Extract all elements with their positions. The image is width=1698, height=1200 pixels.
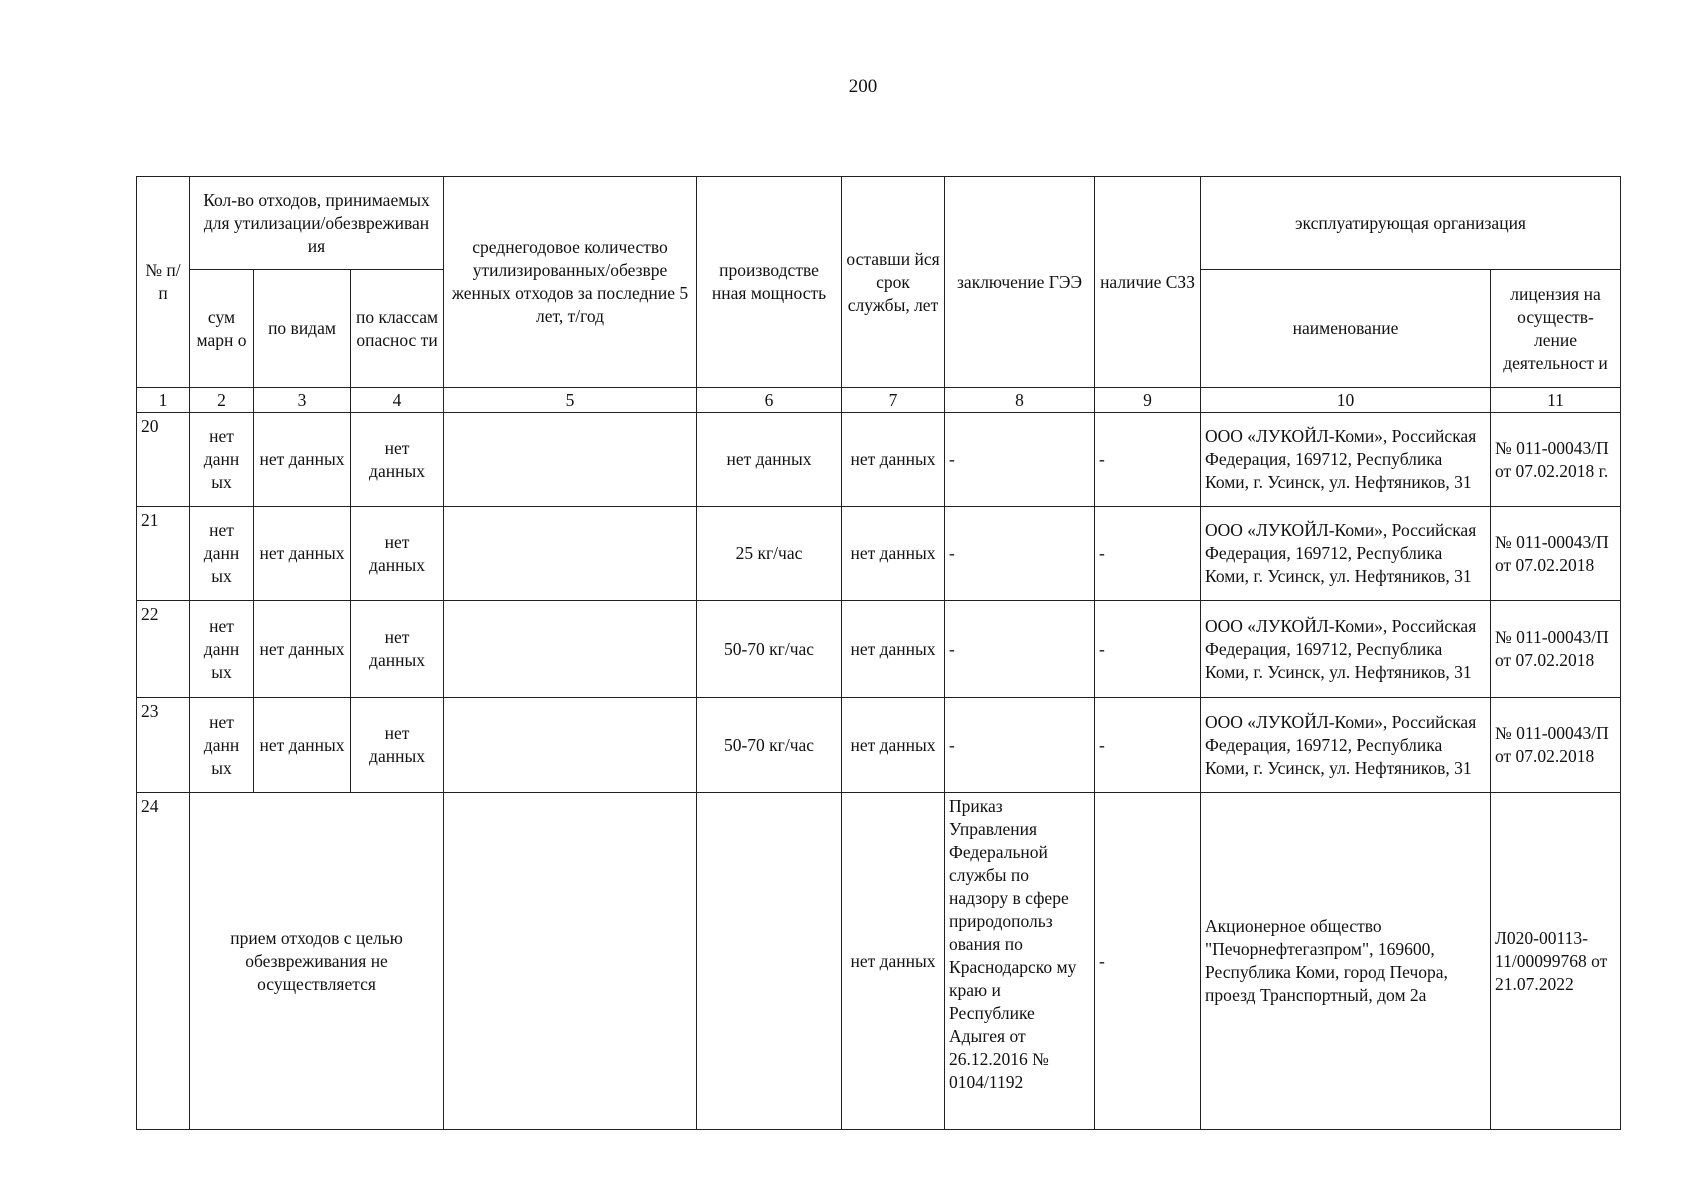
qty-by-type: нет данных: [254, 507, 351, 601]
header-qty-group: Кол-во отходов, принимаемых для утилизации/обезвреживан ия: [190, 177, 444, 270]
row-num: 23: [137, 698, 190, 793]
header-service-life: оставши йся срок службы, лет: [842, 177, 945, 388]
capacity: нет данных: [697, 413, 842, 507]
avg-qty: [444, 601, 697, 698]
service-life: нет данных: [842, 793, 945, 1130]
page-number: 200: [848, 76, 878, 97]
header-avg-qty: среднегодовое количество утилизированных/обезвре женных отходов за последние 5 лет, т/год: [444, 177, 697, 388]
table-row: [137, 793, 1621, 1130]
waste-facilities-table: [136, 176, 1621, 1130]
capacity: 25 кг/час: [697, 507, 842, 601]
col-number: 10: [1201, 388, 1491, 413]
szz: -: [1095, 507, 1201, 601]
gee: Приказ Управления Федеральной службы по надзору в сфере природопольз ования по Краснодарско му краю и Республике Адыгея от 26.12.2016 № 0104/1192: [945, 793, 1095, 1130]
row-num: 22: [137, 601, 190, 698]
qty-by-type: нет данных: [254, 601, 351, 698]
header-qty-by-type: по видам: [254, 270, 351, 388]
col-number: 5: [444, 388, 697, 413]
license: № 011-00043/П от 07.02.2018: [1491, 698, 1621, 793]
header-org-group: эксплуатирующая организация: [1201, 177, 1621, 270]
header-row-1: [137, 177, 1621, 270]
header-qty-by-class: по классам опаснос ти: [351, 270, 444, 388]
header-num: № п/п: [137, 177, 190, 388]
col-number: 11: [1491, 388, 1621, 413]
header-license: лицензия на осуществ- ление деятельност и: [1491, 270, 1621, 388]
header-qty-total: сум марн о: [190, 270, 254, 388]
qty-total: нет данн ых: [190, 507, 254, 601]
header-gee: заключение ГЭЭ: [945, 177, 1095, 388]
qty-by-class: нет данных: [351, 601, 444, 698]
service-life: нет данных: [842, 601, 945, 698]
capacity: [697, 793, 842, 1130]
col-number: 1: [137, 388, 190, 413]
qty-total: нет данн ых: [190, 698, 254, 793]
capacity: 50-70 кг/час: [697, 601, 842, 698]
qty-by-class: нет данных: [351, 698, 444, 793]
org-name: ООО «ЛУКОЙЛ-Коми», Российская Федерация, 169712, Республика Коми, г. Усинск, ул. Нефтяников, 31: [1201, 601, 1491, 698]
capacity: 50-70 кг/час: [697, 698, 842, 793]
org-name: ООО «ЛУКОЙЛ-Коми», Российская Федерация, 169712, Республика Коми, г. Усинск, ул. Нефтяников, 31: [1201, 413, 1491, 507]
org-name: ООО «ЛУКОЙЛ-Коми», Российская Федерация, 169712, Республика Коми, г. Усинск, ул. Нефтяников, 31: [1201, 507, 1491, 601]
license: № 011-00043/П от 07.02.2018: [1491, 601, 1621, 698]
avg-qty: [444, 413, 697, 507]
qty-by-class: нет данных: [351, 507, 444, 601]
column-numbers-row: [137, 388, 1621, 413]
avg-qty: [444, 507, 697, 601]
gee: -: [945, 507, 1095, 601]
szz: -: [1095, 413, 1201, 507]
gee: -: [945, 413, 1095, 507]
qty-total: нет данн ых: [190, 601, 254, 698]
gee: -: [945, 601, 1095, 698]
org-name: ООО «ЛУКОЙЛ-Коми», Российская Федерация, 169712, Республика Коми, г. Усинск, ул. Нефтяников, 31: [1201, 698, 1491, 793]
col-number: 2: [190, 388, 254, 413]
szz: -: [1095, 793, 1201, 1130]
col-number: 4: [351, 388, 444, 413]
col-number: 9: [1095, 388, 1201, 413]
license: № 011-00043/П от 07.02.2018 г.: [1491, 413, 1621, 507]
merged-note: прием отходов с целью обезвреживания не осуществляется: [190, 793, 444, 1130]
col-number: 7: [842, 388, 945, 413]
szz: -: [1095, 698, 1201, 793]
avg-qty: [444, 698, 697, 793]
org-name: Акционерное общество "Печорнефтегазпром", 169600, Республика Коми, город Печора, проезд Транспортный, дом 2а: [1201, 793, 1491, 1130]
header-szz: наличие СЗЗ: [1095, 177, 1201, 388]
gee: -: [945, 698, 1095, 793]
table-row: [137, 601, 1621, 698]
col-number: 6: [697, 388, 842, 413]
col-number: 8: [945, 388, 1095, 413]
qty-by-type: нет данных: [254, 698, 351, 793]
service-life: нет данных: [842, 698, 945, 793]
qty-total: нет данн ых: [190, 413, 254, 507]
table-row: [137, 698, 1621, 793]
row-num: 24: [137, 793, 190, 1130]
header-capacity: производстве нная мощность: [697, 177, 842, 388]
row-num: 21: [137, 507, 190, 601]
service-life: нет данных: [842, 507, 945, 601]
license: Л020-00113-11/00099768 от 21.07.2022: [1491, 793, 1621, 1130]
table-row: [137, 413, 1621, 507]
qty-by-class: нет данных: [351, 413, 444, 507]
header-org-name: наименование: [1201, 270, 1491, 388]
table-row: [137, 507, 1621, 601]
qty-by-type: нет данных: [254, 413, 351, 507]
license: № 011-00043/П от 07.02.2018: [1491, 507, 1621, 601]
col-number: 3: [254, 388, 351, 413]
service-life: нет данных: [842, 413, 945, 507]
row-num: 20: [137, 413, 190, 507]
szz: -: [1095, 601, 1201, 698]
avg-qty: [444, 793, 697, 1130]
